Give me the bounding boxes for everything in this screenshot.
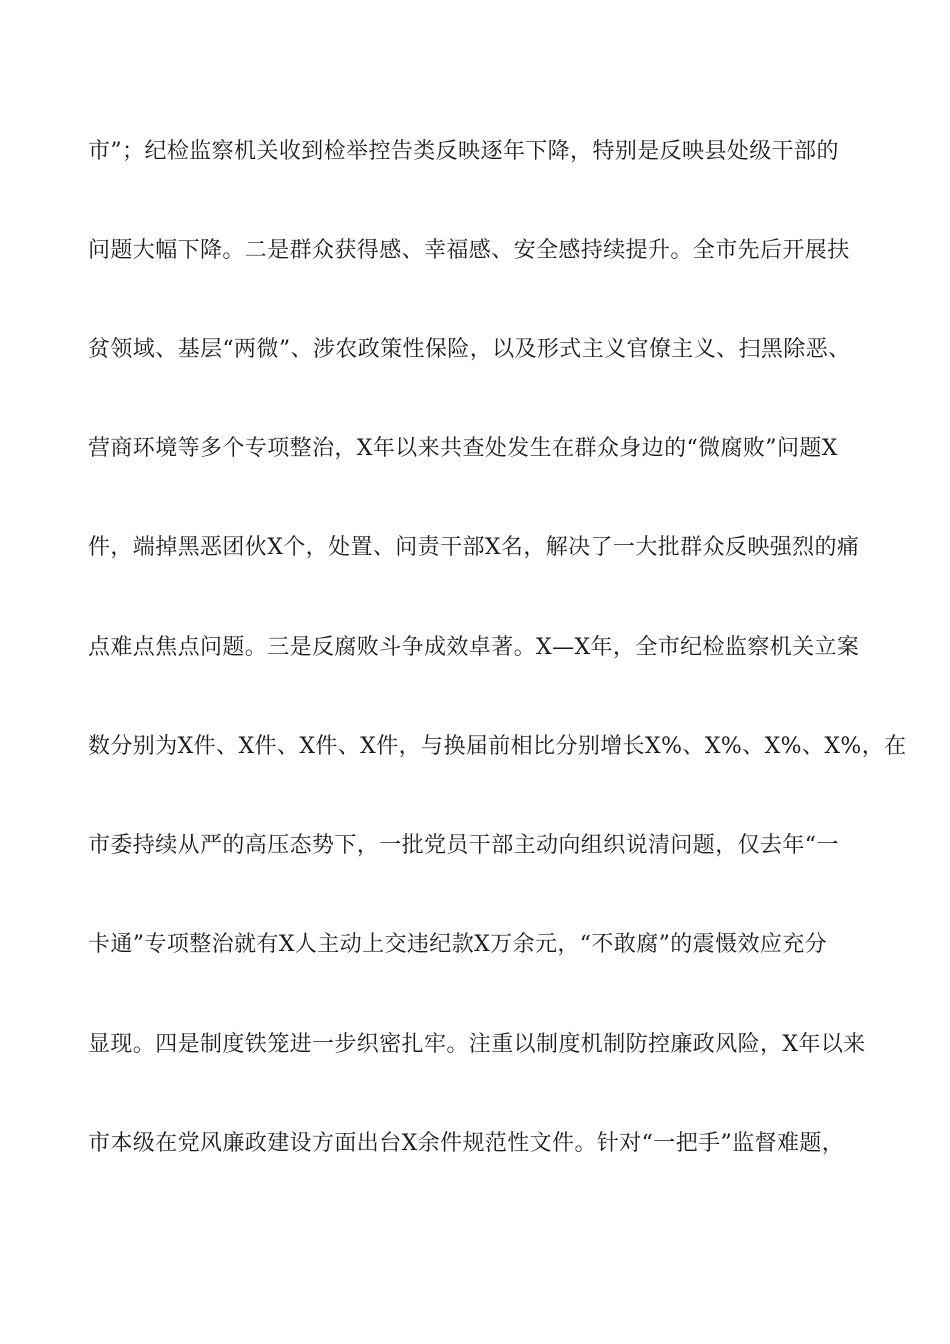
text-line: 市本级在党风廉政建设方面出台X余件规范性文件。针对“一把手”监督难题， [88, 1131, 845, 1156]
text-line: 件，端掉黑恶团伙X个，处置、问责干部X名，解决了一大批群众反映强烈的痛 [88, 535, 860, 560]
text-line: 营商环境等多个专项整治，X年以来共查处发生在群众身边的“微腐败”问题X [88, 436, 838, 461]
text-line: 市委持续从严的高压态势下，一批党员干部主动向组织说清问题，仅去年“一 [88, 833, 839, 858]
text-line: 显现。四是制度铁笼进一步织密扎牢。注重以制度机制防控廉政风险，X年以来 [88, 1032, 866, 1057]
text-line: 卡通”专项整治就有X人主动上交违纪款X万余元，“不敢腐”的震慑效应充分 [88, 932, 828, 957]
text-line: 数分别为X件、X件、X件、X件，与换届前相比分别增长X%、X%、X%、X%，在 [88, 734, 907, 759]
text-line: 市”；纪检监察机关收到检举控告类反映逐年下降，特别是反映县处级干部的 [88, 139, 839, 164]
text-line: 点难点焦点问题。三是反腐败斗争成效卓著。X—X年，全市纪检监察机关立案 [88, 635, 860, 660]
text-line: 贫领域、基层“两微”、涉农政策性保险，以及形式主义官僚主义、扫黑除恶、 [88, 337, 851, 362]
text-line: 问题大幅下降。二是群众获得感、幸福感、安全感持续提升。全市先后开展扶 [88, 238, 850, 263]
